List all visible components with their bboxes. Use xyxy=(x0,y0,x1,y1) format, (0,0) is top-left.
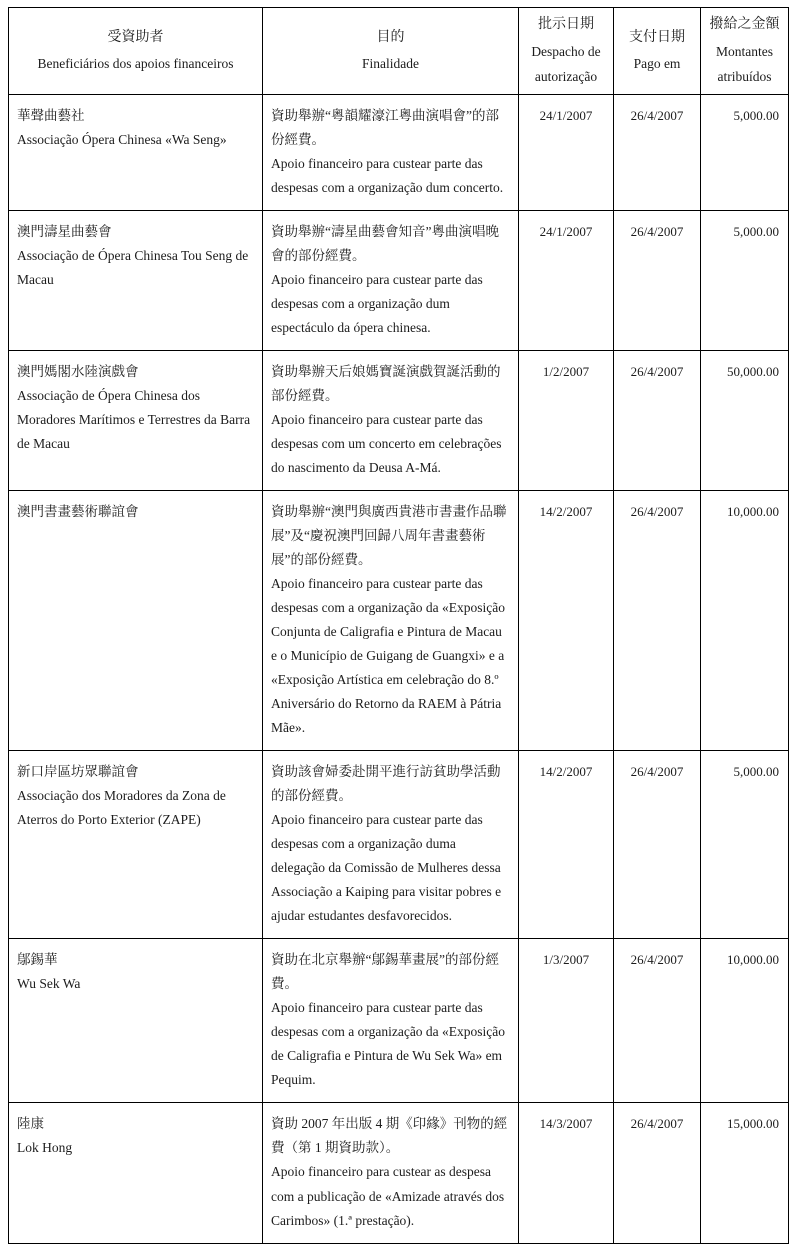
purpose-text-zh: 資助該會婦委赴開平進行訪貧助學活動的部份經費。 xyxy=(271,764,501,804)
purpose-cell xyxy=(263,210,519,350)
authorization-date-cell: 1/3/2007 xyxy=(519,939,614,1103)
beneficiary-name-pt: Lok Hong xyxy=(17,1140,73,1156)
purpose-text-zh: 資助在北京舉辦“鄔錫華畫展”的部份經費。 xyxy=(271,952,499,992)
beneficiary-name-pt: Associação dos Moradores da Zona de Aterros do Porto Exterior (ZAPE) xyxy=(17,788,226,828)
purpose-text-pt: Apoio financeiro para custear parte das despesas com a organização da «Exposição de Caligrafia e Pintura de Wu Sek Wa» em Pequim. xyxy=(271,1000,506,1088)
authorization-date-cell: 24/1/2007 xyxy=(519,210,614,350)
table-row xyxy=(9,94,789,210)
beneficiary-name-zh: 陸康 xyxy=(17,1116,44,1132)
beneficiary-name-zh: 華聲曲藝社 xyxy=(17,107,85,123)
header-authorization-pt: Despacho de autorização xyxy=(531,43,601,85)
subsidy-table xyxy=(8,7,789,1244)
purpose-cell xyxy=(263,94,519,210)
amount-cell: 10,000.00 xyxy=(701,939,789,1103)
purpose-text-zh: 資助 2007 年出版 4 期《印緣》刊物的經費（第 1 期資助款）。 xyxy=(271,1116,508,1156)
purpose-cell xyxy=(263,1103,519,1243)
purpose-text-pt: Apoio financeiro para custear parte das despesas com um concerto em celebrações do nascimento da Deusa A-Má. xyxy=(271,412,502,476)
authorization-date-cell: 14/3/2007 xyxy=(519,1103,614,1243)
payment-date-cell: 26/4/2007 xyxy=(614,939,701,1103)
col-header-authorization-date xyxy=(519,8,614,95)
purpose-cell xyxy=(263,351,519,491)
col-header-amount xyxy=(701,8,789,95)
table-row xyxy=(9,751,789,939)
header-authorization-zh: 批示日期 xyxy=(538,17,594,32)
authorization-date-cell: 24/1/2007 xyxy=(519,94,614,210)
purpose-text-pt: Apoio financeiro para custear parte das despesas com a organização duma delegação da Comissão de Mulheres dessa Associação a Kaiping para visitar pobres e ajudar estudantes desfavorecidos. xyxy=(271,812,502,924)
beneficiary-name-zh: 鄔錫華 xyxy=(17,952,58,968)
beneficiary-cell xyxy=(9,94,263,210)
amount-cell: 10,000.00 xyxy=(701,491,789,751)
table-row xyxy=(9,491,789,751)
header-purpose-zh: 目的 xyxy=(376,29,405,45)
purpose-text-zh: 資助舉辦“粵韻耀濠江粵曲演唱會”的部份經費。 xyxy=(271,107,499,147)
beneficiary-cell xyxy=(9,751,263,939)
beneficiary-name-zh: 新口岸區坊眾聯誼會 xyxy=(17,764,139,780)
header-purpose-pt: Finalidade xyxy=(362,56,419,72)
header-row xyxy=(9,8,789,95)
beneficiary-cell xyxy=(9,351,263,491)
purpose-text-zh: 資助舉辦天后娘媽寶誕演戲賀誕活動的部份經費。 xyxy=(271,364,501,404)
table-row xyxy=(9,939,789,1103)
payment-date-cell: 26/4/2007 xyxy=(614,210,701,350)
authorization-date-cell: 14/2/2007 xyxy=(519,751,614,939)
payment-date-cell: 26/4/2007 xyxy=(614,1103,701,1243)
beneficiary-name-pt: Associação de Ópera Chinesa dos Moradores Marítimos e Terrestres da Barra de Macau xyxy=(17,388,251,452)
authorization-date-cell: 1/2/2007 xyxy=(519,351,614,491)
beneficiary-name-pt: Associação de Ópera Chinesa Tou Seng de Macau xyxy=(17,247,249,287)
col-header-purpose xyxy=(263,8,519,95)
amount-cell: 5,000.00 xyxy=(701,751,789,939)
table-row xyxy=(9,1103,789,1243)
amount-cell: 50,000.00 xyxy=(701,351,789,491)
header-beneficiary-pt: Beneficiários dos apoios financeiros xyxy=(37,56,234,72)
purpose-text-pt: Apoio financeiro para custear parte das despesas com a organização da «Exposição Conjunta de Caligrafia e Pintura de Macau e o Município de Guigang de Guangxi» e a «Exposição Artística em celebração do 8.º Aniversário do Retorno da RAEM à Pátria Mãe». xyxy=(271,576,506,736)
amount-cell: 5,000.00 xyxy=(701,94,789,210)
col-header-beneficiary xyxy=(9,8,263,95)
beneficiary-name-zh: 澳門書畫藝術聯誼會 xyxy=(17,504,139,520)
purpose-text-pt: Apoio financeiro para custear as despesa com a publicação de «Amizade através dos Carimbos» (1.ª prestação). xyxy=(271,1164,505,1228)
beneficiary-cell xyxy=(9,210,263,350)
table-body xyxy=(9,94,789,1243)
purpose-text-zh: 資助舉辦“澳門與廣西貴港市書畫作品聯展”及“慶祝澳門回歸八周年書畫藝術展”的部份經費。 xyxy=(271,504,507,568)
amount-cell: 5,000.00 xyxy=(701,210,789,350)
header-beneficiary-zh: 受資助者 xyxy=(107,29,164,45)
payment-date-cell: 26/4/2007 xyxy=(614,751,701,939)
payment-date-cell: 26/4/2007 xyxy=(614,94,701,210)
header-amount-pt: Montantes atribuídos xyxy=(716,43,773,85)
header-amount-zh: 撥給之金額 xyxy=(709,17,780,32)
purpose-text-pt: Apoio financeiro para custear parte das despesas com a organização dum espectáculo da ópera chinesa. xyxy=(271,271,483,335)
table-row xyxy=(9,210,789,350)
purpose-text-zh: 資助舉辦“濤星曲藝會知音”粵曲演唱晚會的部份經費。 xyxy=(271,223,499,263)
beneficiary-cell xyxy=(9,1103,263,1243)
beneficiary-name-zh: 澳門媽閣水陸演戲會 xyxy=(17,364,139,380)
purpose-cell xyxy=(263,939,519,1103)
col-header-payment-date xyxy=(614,8,701,95)
beneficiary-name-pt: Associação Ópera Chinesa «Wa Seng» xyxy=(17,131,227,147)
payment-date-cell: 26/4/2007 xyxy=(614,491,701,751)
beneficiary-name-pt: Wu Sek Wa xyxy=(17,976,81,992)
header-payment-pt: Pago em xyxy=(633,56,681,72)
purpose-cell xyxy=(263,491,519,751)
header-payment-zh: 支付日期 xyxy=(629,29,685,45)
purpose-text-pt: Apoio financeiro para custear parte das despesas com a organização dum concerto. xyxy=(271,155,504,195)
purpose-cell xyxy=(263,751,519,939)
beneficiary-name-zh: 澳門濤星曲藝會 xyxy=(17,223,112,239)
beneficiary-cell xyxy=(9,939,263,1103)
beneficiary-cell xyxy=(9,491,263,751)
authorization-date-cell: 14/2/2007 xyxy=(519,491,614,751)
payment-date-cell: 26/4/2007 xyxy=(614,351,701,491)
table-row xyxy=(9,351,789,491)
amount-cell: 15,000.00 xyxy=(701,1103,789,1243)
